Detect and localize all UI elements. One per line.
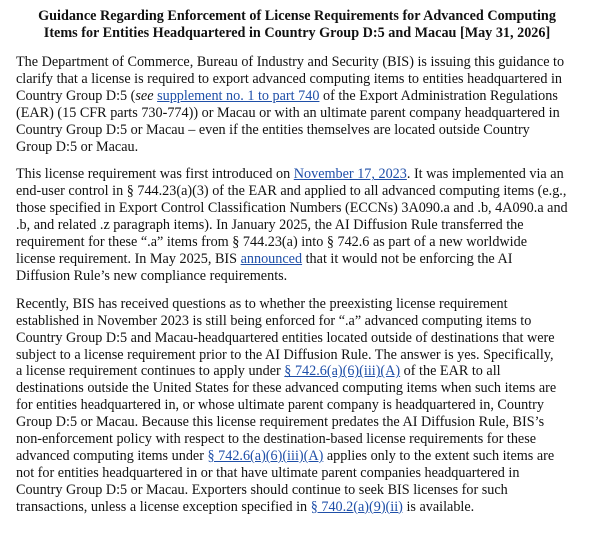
p3-line-12: Country Group D:5 or Macau. Exporters should continue to seek BIS licenses for such bbox=[16, 481, 508, 498]
p3-line-4: subject to a license requirement prior to the AI Diffusion Rule. The answer is yes. Specifically, bbox=[16, 346, 554, 363]
p3-line-5-start: a license requirement continues to apply under bbox=[16, 363, 285, 380]
p3-line-7: for entities headquartered in, or whose ultimate parent company is headquartered in, Country bbox=[16, 397, 544, 414]
p3-line-10 bbox=[16, 448, 578, 465]
p1-line-2: clarify that a license is required to export advanced computing items to entities headquartered in bbox=[16, 70, 563, 87]
p3-line-5 bbox=[16, 363, 578, 380]
section-742-6-link-1[interactable]: § 742.6(a)(6)(iii)(A) bbox=[284, 363, 401, 380]
p1-line-6: Group D:5 or Macau. bbox=[16, 138, 139, 155]
p3-line-2: established in November 2023 is still being enforced for “.a” advanced computing items to bbox=[16, 312, 532, 329]
paragraph-3 bbox=[16, 296, 578, 516]
p3-line-10-end: applies only to the extent such items are bbox=[323, 447, 555, 464]
p2-line-3: those specified in Export Control Classification Numbers (ECCNs) 3A090.a and .b, 4A090.a and bbox=[16, 200, 568, 217]
p2-line-6-start: license requirement. In May 2025, BIS bbox=[16, 250, 241, 267]
title-line-2: Items for Entities Headquartered in Country Group D:5 and Macau [May 31, 2026] bbox=[43, 25, 551, 41]
p2-line-7: Diffusion Rule’s new compliance requirements. bbox=[16, 267, 288, 284]
p2-line-1-start: This license requirement was first introduced on bbox=[16, 166, 294, 183]
p2-line-1 bbox=[16, 166, 578, 183]
p2-line-1-end: . It was implemented via an bbox=[406, 166, 564, 183]
p1-line-4: (EAR) (15 CFR parts 730-774)) or Macau or with an ultimate parent company headquartered in bbox=[16, 104, 560, 121]
paragraph-2 bbox=[16, 166, 578, 284]
p2-line-4: .b, and related .z paragraph items). In January 2025, the AI Diffusion Rule transferred the bbox=[16, 217, 524, 234]
p2-line-2: end-user control in § 744.23(a)(3) of the EAR and applied to all advanced computing items (e.g., bbox=[16, 183, 567, 200]
see-italic: see bbox=[135, 87, 154, 104]
p1-line-3 bbox=[16, 88, 578, 105]
p1-line-1: The Department of Commerce, Bureau of Industry and Security (BIS) is issuing this guidance to bbox=[16, 54, 565, 70]
p1-line-3-end: of the Export Administration Regulations bbox=[319, 87, 558, 104]
p3-line-6: destinations outside the United States for these advanced computing items when such items are bbox=[16, 380, 557, 397]
p1-line-3-start: Country Group D:5 ( bbox=[16, 87, 136, 104]
section-740-2-link[interactable]: § 740.2(a)(9)(ii) bbox=[310, 498, 403, 515]
p3-line-11: not for entities headquartered in or that have ultimate parent companies headquartered in bbox=[16, 464, 520, 481]
p3-line-13-start: transactions, unless a license exception specified in bbox=[16, 498, 311, 515]
p3-line-5-end: of the EAR to all bbox=[400, 363, 501, 380]
supplement-link[interactable]: supplement no. 1 to part 740 bbox=[157, 87, 320, 104]
p2-line-6-end: that it would not be enforcing the AI bbox=[302, 250, 513, 267]
p2-line-6 bbox=[16, 251, 578, 268]
p2-line-5: requirement for these “.a” items from § 744.23(a) into § 742.6 as part of a new worldwide bbox=[16, 234, 527, 251]
document-title bbox=[16, 8, 578, 42]
p3-line-1: Recently, BIS has received questions as to whether the preexisting license requirement bbox=[16, 295, 508, 312]
p1-line-5: Country Group D:5 or Macau – even if the entities themselves are located outside Country bbox=[16, 121, 530, 138]
p3-line-3: Country Group D:5 and Macau-headquartered entities located outside of destinations that were bbox=[16, 329, 555, 346]
p3-line-9: non-enforcement policy with respect to the destination-based license requirements for these bbox=[16, 431, 537, 448]
section-742-6-link-2[interactable]: § 742.6(a)(6)(iii)(A) bbox=[207, 447, 324, 464]
p3-line-13 bbox=[16, 499, 578, 516]
p3-line-10-start: advanced computing items under bbox=[16, 447, 208, 464]
title-line-1: Guidance Regarding Enforcement of License Requirements for Advanced Computing bbox=[38, 8, 556, 24]
november-2023-link[interactable]: November 17, 2023 bbox=[293, 166, 407, 183]
paragraph-1 bbox=[16, 54, 578, 155]
announced-link[interactable]: announced bbox=[240, 250, 303, 267]
p3-line-8: Group D:5 or Macau. Because this license requirement predates the AI Diffusion Rule, BIS’s bbox=[16, 414, 545, 431]
p3-line-13-end: is available. bbox=[402, 498, 475, 515]
